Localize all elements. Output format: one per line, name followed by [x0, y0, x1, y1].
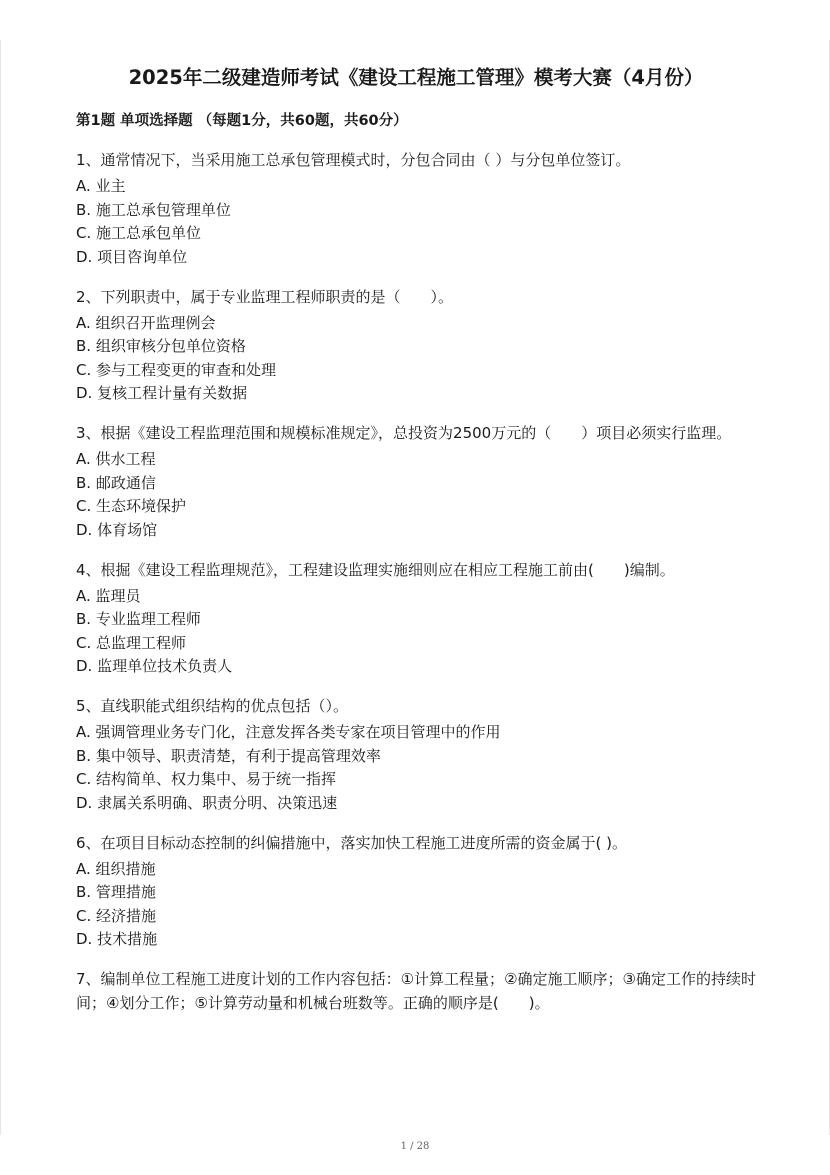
question-stem: 7、编制单位工程施工进度计划的工作内容包括：①计算工程量；②确定施工顺序；③确定工作的持续时间；④划分工作；⑤计算劳动量和机械台班数等。正确的顺序是( )。	[76, 970, 756, 1012]
page-number: 1 / 28	[400, 1141, 430, 1152]
page-content	[76, 62, 756, 1031]
answer-option: B. 组织审核分包单位资格	[76, 337, 246, 355]
question-block	[76, 421, 756, 542]
answer-option: D. 项目咨询单位	[76, 247, 188, 266]
question-block	[76, 285, 756, 406]
section-heading: 第1题 单项选择题 （每题1分，共60题，共60分）	[76, 113, 408, 129]
document-title: 2025年二级建造师考试《建设工程施工管理》模考大赛（4月份）	[128, 66, 704, 89]
answer-option: A. 监理员	[76, 586, 141, 605]
answer-option: B. 施工总承包管理单位	[76, 200, 231, 219]
question-block	[76, 558, 756, 679]
question-stem: 5、直线职能式组织结构的优点包括（）。	[76, 697, 349, 715]
answer-option: C. 生态环境保护	[76, 497, 187, 515]
question-list	[76, 148, 756, 1015]
answer-option: D. 隶属关系明确、职责分明、决策迅速	[76, 793, 338, 812]
answer-option: B. 专业监理工程师	[76, 610, 201, 628]
answer-option: A. 组织召开监理例会	[76, 313, 216, 332]
question-stem: 2、下列职责中，属于专业监理工程师职责的是（ ）。	[76, 287, 454, 306]
answer-option: A. 供水工程	[76, 450, 156, 468]
answer-option: A. 强调管理业务专门化，注意发挥各类专家在项目管理中的作用	[76, 723, 501, 741]
document-page	[0, 40, 830, 1135]
answer-option: D. 体育场馆	[76, 520, 158, 539]
question-stem: 1、通常情况下，当采用施工总承包管理模式时，分包合同由（ ）与分包单位签订。	[76, 151, 631, 169]
answer-option: D. 复核工程计量有关数据	[76, 384, 248, 402]
question-block	[76, 967, 756, 1015]
answer-option: C. 经济措施	[76, 906, 157, 925]
answer-option: C. 总监理工程师	[76, 633, 187, 652]
question-stem: 4、根掘《建设工程监理规范》，工程建设监理实施细则应在相应工程施工前由( )编制。	[76, 560, 675, 579]
answer-option: C. 参与工程变更的审查和处理	[76, 360, 277, 379]
answer-option: B. 管理措施	[76, 883, 156, 901]
answer-option: D. 监理单位技术负责人	[76, 657, 233, 675]
question-block	[76, 148, 756, 269]
answer-option: A. 组织措施	[76, 859, 156, 878]
question-block	[76, 831, 756, 952]
answer-option: B. 邮政通信	[76, 473, 156, 492]
answer-option: B. 集中领导、职责清楚，有利于提高管理效率	[76, 746, 381, 765]
answer-option: A. 业主	[76, 177, 126, 195]
question-stem: 6、在项目目标动态控制的纠偏措施中，落实加快工程施工进度所需的资金属于( )。	[76, 833, 628, 852]
answer-option: C. 施工总承包单位	[76, 224, 202, 242]
question-block	[76, 694, 756, 815]
answer-option: C. 结构简单、权力集中、易于统一指挥	[76, 770, 337, 788]
question-stem: 3、根据《建设工程监理范围和规模标准规定》，总投资为2500万元的（ ）项目必须实行监理。	[76, 424, 732, 442]
answer-option: D. 技术措施	[76, 930, 158, 948]
